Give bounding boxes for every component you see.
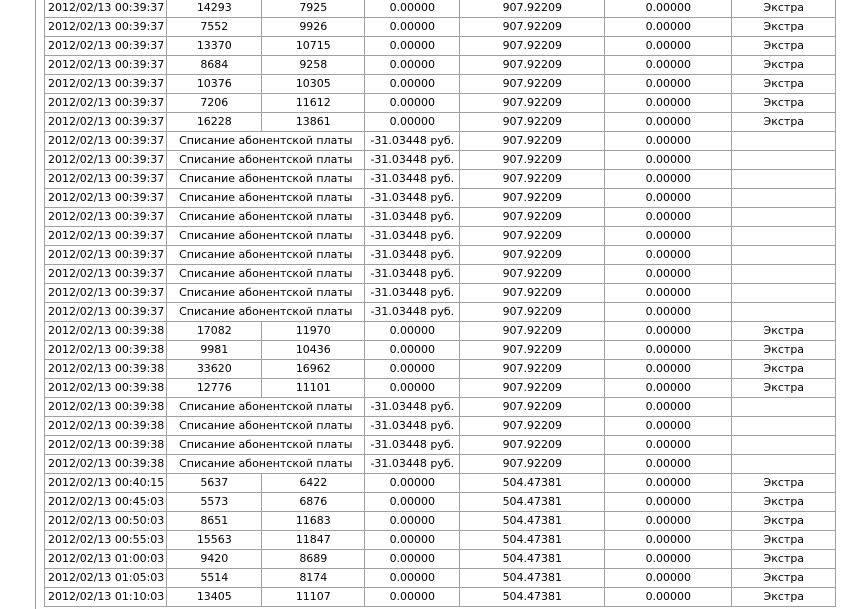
timestamp-cell: 2012/02/13 01:00:03 <box>45 550 167 569</box>
fee-row[interactable] <box>45 303 836 322</box>
call-row[interactable] <box>45 113 836 132</box>
transaction-log-body <box>45 0 836 607</box>
timestamp-cell: 2012/02/13 00:39:38 <box>45 436 167 455</box>
description-cell: Списание абонентской платы <box>167 132 365 151</box>
balance-cell: 907.92209 <box>460 94 605 113</box>
timestamp-cell: 2012/02/13 00:39:38 <box>45 398 167 417</box>
secondary-value-cell: 0.00000 <box>605 379 732 398</box>
tariff-cell: Экстра <box>732 18 836 37</box>
tariff-cell: Экстра <box>732 341 836 360</box>
balance-cell: 907.92209 <box>460 132 605 151</box>
balance-cell: 504.47381 <box>460 569 605 588</box>
tariff-cell: Экстра <box>732 56 836 75</box>
balance-cell: 907.92209 <box>460 151 605 170</box>
amount-cell: 0.00000 <box>365 37 460 56</box>
tariff-cell <box>732 398 836 417</box>
value-a-cell: 5637 <box>167 474 262 493</box>
tariff-cell: Экстра <box>732 512 836 531</box>
fee-row[interactable] <box>45 436 836 455</box>
secondary-value-cell: 0.00000 <box>605 512 732 531</box>
secondary-value-cell: 0.00000 <box>605 170 732 189</box>
value-a-cell: 5514 <box>167 569 262 588</box>
description-cell: Списание абонентской платы <box>167 417 365 436</box>
tariff-cell <box>732 417 836 436</box>
value-b-cell: 8689 <box>262 550 365 569</box>
transaction-log-table <box>44 0 836 607</box>
timestamp-cell: 2012/02/13 00:39:38 <box>45 360 167 379</box>
value-b-cell: 7925 <box>262 0 365 18</box>
amount-cell: 0.00000 <box>365 550 460 569</box>
description-cell: Списание абонентской платы <box>167 398 365 417</box>
page-left-border <box>35 0 36 609</box>
value-b-cell: 6422 <box>262 474 365 493</box>
timestamp-cell: 2012/02/13 00:39:37 <box>45 189 167 208</box>
amount-cell: -31.03448 руб. <box>365 436 460 455</box>
amount-cell: -31.03448 руб. <box>365 455 460 474</box>
balance-cell: 907.92209 <box>460 189 605 208</box>
value-a-cell: 8651 <box>167 512 262 531</box>
value-b-cell: 11107 <box>262 588 365 607</box>
secondary-value-cell: 0.00000 <box>605 360 732 379</box>
balance-cell: 907.92209 <box>460 398 605 417</box>
call-row[interactable] <box>45 569 836 588</box>
timestamp-cell: 2012/02/13 00:39:37 <box>45 94 167 113</box>
amount-cell: -31.03448 руб. <box>365 227 460 246</box>
description-cell: Списание абонентской платы <box>167 455 365 474</box>
call-row[interactable] <box>45 75 836 94</box>
balance-cell: 504.47381 <box>460 588 605 607</box>
tariff-cell <box>732 170 836 189</box>
amount-cell: 0.00000 <box>365 94 460 113</box>
fee-row[interactable] <box>45 227 836 246</box>
description-cell: Списание абонентской платы <box>167 227 365 246</box>
tariff-cell <box>732 436 836 455</box>
timestamp-cell: 2012/02/13 00:39:37 <box>45 303 167 322</box>
secondary-value-cell: 0.00000 <box>605 75 732 94</box>
secondary-value-cell: 0.00000 <box>605 474 732 493</box>
tariff-cell: Экстра <box>732 550 836 569</box>
call-row[interactable] <box>45 94 836 113</box>
tariff-cell <box>732 284 836 303</box>
value-a-cell: 16228 <box>167 113 262 132</box>
secondary-value-cell: 0.00000 <box>605 246 732 265</box>
tariff-cell: Экстра <box>732 493 836 512</box>
value-b-cell: 11970 <box>262 322 365 341</box>
value-b-cell: 16962 <box>262 360 365 379</box>
call-row[interactable] <box>45 0 836 18</box>
tariff-cell: Экстра <box>732 37 836 56</box>
value-b-cell: 11101 <box>262 379 365 398</box>
secondary-value-cell: 0.00000 <box>605 0 732 18</box>
value-a-cell: 7552 <box>167 18 262 37</box>
value-b-cell: 10715 <box>262 37 365 56</box>
fee-row[interactable] <box>45 417 836 436</box>
value-a-cell: 12776 <box>167 379 262 398</box>
amount-cell: 0.00000 <box>365 113 460 132</box>
fee-row[interactable] <box>45 208 836 227</box>
secondary-value-cell: 0.00000 <box>605 550 732 569</box>
value-b-cell: 8174 <box>262 569 365 588</box>
balance-cell: 907.92209 <box>460 37 605 56</box>
secondary-value-cell: 0.00000 <box>605 37 732 56</box>
secondary-value-cell: 0.00000 <box>605 227 732 246</box>
balance-cell: 907.92209 <box>460 417 605 436</box>
amount-cell: -31.03448 руб. <box>365 151 460 170</box>
call-row[interactable] <box>45 56 836 75</box>
tariff-cell: Экстра <box>732 379 836 398</box>
amount-cell: 0.00000 <box>365 531 460 550</box>
amount-cell: -31.03448 руб. <box>365 246 460 265</box>
tariff-cell: Экстра <box>732 113 836 132</box>
amount-cell: 0.00000 <box>365 322 460 341</box>
timestamp-cell: 2012/02/13 00:39:37 <box>45 246 167 265</box>
value-b-cell: 6876 <box>262 493 365 512</box>
balance-cell: 907.92209 <box>460 208 605 227</box>
amount-cell: -31.03448 руб. <box>365 417 460 436</box>
tariff-cell <box>732 455 836 474</box>
balance-cell: 907.92209 <box>460 246 605 265</box>
balance-cell: 907.92209 <box>460 170 605 189</box>
value-b-cell: 11847 <box>262 531 365 550</box>
tariff-cell <box>732 227 836 246</box>
call-row[interactable] <box>45 379 836 398</box>
timestamp-cell: 2012/02/13 00:39:37 <box>45 37 167 56</box>
tariff-cell: Экстра <box>732 75 836 94</box>
call-row[interactable] <box>45 18 836 37</box>
secondary-value-cell: 0.00000 <box>605 303 732 322</box>
secondary-value-cell: 0.00000 <box>605 18 732 37</box>
value-a-cell: 33620 <box>167 360 262 379</box>
amount-cell: 0.00000 <box>365 379 460 398</box>
value-b-cell: 11612 <box>262 94 365 113</box>
secondary-value-cell: 0.00000 <box>605 132 732 151</box>
tariff-cell <box>732 265 836 284</box>
value-b-cell: 9926 <box>262 18 365 37</box>
amount-cell: -31.03448 руб. <box>365 208 460 227</box>
timestamp-cell: 2012/02/13 00:39:37 <box>45 132 167 151</box>
call-row[interactable] <box>45 512 836 531</box>
secondary-value-cell: 0.00000 <box>605 151 732 170</box>
amount-cell: -31.03448 руб. <box>365 265 460 284</box>
secondary-value-cell: 0.00000 <box>605 531 732 550</box>
call-row[interactable] <box>45 341 836 360</box>
timestamp-cell: 2012/02/13 00:39:38 <box>45 455 167 474</box>
tariff-cell: Экстра <box>732 531 836 550</box>
balance-cell: 504.47381 <box>460 531 605 550</box>
balance-cell: 907.92209 <box>460 455 605 474</box>
amount-cell: 0.00000 <box>365 569 460 588</box>
balance-cell: 504.47381 <box>460 493 605 512</box>
amount-cell: 0.00000 <box>365 75 460 94</box>
amount-cell: 0.00000 <box>365 360 460 379</box>
secondary-value-cell: 0.00000 <box>605 341 732 360</box>
value-b-cell: 10436 <box>262 341 365 360</box>
tariff-cell: Экстра <box>732 0 836 18</box>
tariff-cell <box>732 189 836 208</box>
call-row[interactable] <box>45 550 836 569</box>
value-a-cell: 13370 <box>167 37 262 56</box>
timestamp-cell: 2012/02/13 00:39:37 <box>45 265 167 284</box>
value-a-cell: 17082 <box>167 322 262 341</box>
amount-cell: -31.03448 руб. <box>365 303 460 322</box>
fee-row[interactable] <box>45 265 836 284</box>
timestamp-cell: 2012/02/13 01:05:03 <box>45 569 167 588</box>
tariff-cell <box>732 303 836 322</box>
timestamp-cell: 2012/02/13 00:39:37 <box>45 56 167 75</box>
secondary-value-cell: 0.00000 <box>605 588 732 607</box>
timestamp-cell: 2012/02/13 00:39:37 <box>45 208 167 227</box>
description-cell: Списание абонентской платы <box>167 265 365 284</box>
secondary-value-cell: 0.00000 <box>605 113 732 132</box>
value-b-cell: 13861 <box>262 113 365 132</box>
balance-cell: 907.92209 <box>460 227 605 246</box>
balance-cell: 907.92209 <box>460 265 605 284</box>
secondary-value-cell: 0.00000 <box>605 322 732 341</box>
description-cell: Списание абонентской платы <box>167 284 365 303</box>
tariff-cell <box>732 151 836 170</box>
timestamp-cell: 2012/02/13 00:50:03 <box>45 512 167 531</box>
balance-cell: 907.92209 <box>460 113 605 132</box>
balance-cell: 907.92209 <box>460 0 605 18</box>
balance-cell: 907.92209 <box>460 284 605 303</box>
timestamp-cell: 2012/02/13 00:39:37 <box>45 18 167 37</box>
amount-cell: -31.03448 руб. <box>365 284 460 303</box>
secondary-value-cell: 0.00000 <box>605 56 732 75</box>
fee-row[interactable] <box>45 170 836 189</box>
value-a-cell: 9420 <box>167 550 262 569</box>
description-cell: Списание абонентской платы <box>167 246 365 265</box>
fee-row[interactable] <box>45 132 836 151</box>
value-b-cell: 9258 <box>262 56 365 75</box>
tariff-cell: Экстра <box>732 322 836 341</box>
balance-cell: 907.92209 <box>460 56 605 75</box>
secondary-value-cell: 0.00000 <box>605 208 732 227</box>
call-row[interactable] <box>45 322 836 341</box>
description-cell: Списание абонентской платы <box>167 170 365 189</box>
description-cell: Списание абонентской платы <box>167 303 365 322</box>
value-a-cell: 9981 <box>167 341 262 360</box>
balance-cell: 907.92209 <box>460 379 605 398</box>
balance-cell: 504.47381 <box>460 550 605 569</box>
value-b-cell: 11683 <box>262 512 365 531</box>
fee-row[interactable] <box>45 151 836 170</box>
tariff-cell <box>732 208 836 227</box>
amount-cell: 0.00000 <box>365 18 460 37</box>
timestamp-cell: 2012/02/13 00:39:38 <box>45 379 167 398</box>
balance-cell: 907.92209 <box>460 341 605 360</box>
timestamp-cell: 2012/02/13 01:10:03 <box>45 588 167 607</box>
call-row[interactable] <box>45 588 836 607</box>
tariff-cell: Экстра <box>732 588 836 607</box>
timestamp-cell: 2012/02/13 00:40:15 <box>45 474 167 493</box>
tariff-cell: Экстра <box>732 474 836 493</box>
description-cell: Списание абонентской платы <box>167 151 365 170</box>
balance-cell: 907.92209 <box>460 75 605 94</box>
secondary-value-cell: 0.00000 <box>605 189 732 208</box>
balance-cell: 907.92209 <box>460 322 605 341</box>
description-cell: Списание абонентской платы <box>167 436 365 455</box>
balance-cell: 504.47381 <box>460 512 605 531</box>
secondary-value-cell: 0.00000 <box>605 284 732 303</box>
timestamp-cell: 2012/02/13 00:45:03 <box>45 493 167 512</box>
amount-cell: 0.00000 <box>365 588 460 607</box>
amount-cell: 0.00000 <box>365 512 460 531</box>
timestamp-cell: 2012/02/13 00:55:03 <box>45 531 167 550</box>
tariff-cell: Экстра <box>732 94 836 113</box>
value-a-cell: 7206 <box>167 94 262 113</box>
fee-row[interactable] <box>45 246 836 265</box>
secondary-value-cell: 0.00000 <box>605 493 732 512</box>
balance-cell: 907.92209 <box>460 18 605 37</box>
timestamp-cell: 2012/02/13 00:39:37 <box>45 170 167 189</box>
balance-cell: 907.92209 <box>460 303 605 322</box>
value-a-cell: 5573 <box>167 493 262 512</box>
timestamp-cell: 2012/02/13 00:39:37 <box>45 284 167 303</box>
secondary-value-cell: 0.00000 <box>605 265 732 284</box>
secondary-value-cell: 0.00000 <box>605 398 732 417</box>
timestamp-cell: 2012/02/13 00:39:38 <box>45 322 167 341</box>
amount-cell: -31.03448 руб. <box>365 132 460 151</box>
value-a-cell: 14293 <box>167 0 262 18</box>
balance-cell: 907.92209 <box>460 436 605 455</box>
secondary-value-cell: 0.00000 <box>605 94 732 113</box>
balance-cell: 907.92209 <box>460 360 605 379</box>
value-a-cell: 8684 <box>167 56 262 75</box>
call-row[interactable] <box>45 493 836 512</box>
call-row[interactable] <box>45 37 836 56</box>
call-row[interactable] <box>45 474 836 493</box>
amount-cell: 0.00000 <box>365 493 460 512</box>
tariff-cell <box>732 132 836 151</box>
call-row[interactable] <box>45 360 836 379</box>
amount-cell: 0.00000 <box>365 474 460 493</box>
timestamp-cell: 2012/02/13 00:39:37 <box>45 75 167 94</box>
secondary-value-cell: 0.00000 <box>605 417 732 436</box>
tariff-cell: Экстра <box>732 569 836 588</box>
fee-row[interactable] <box>45 455 836 474</box>
amount-cell: 0.00000 <box>365 341 460 360</box>
secondary-value-cell: 0.00000 <box>605 436 732 455</box>
secondary-value-cell: 0.00000 <box>605 455 732 474</box>
timestamp-cell: 2012/02/13 00:39:37 <box>45 113 167 132</box>
timestamp-cell: 2012/02/13 00:39:37 <box>45 0 167 18</box>
amount-cell: -31.03448 руб. <box>365 189 460 208</box>
amount-cell: -31.03448 руб. <box>365 170 460 189</box>
value-a-cell: 15563 <box>167 531 262 550</box>
value-a-cell: 10376 <box>167 75 262 94</box>
value-b-cell: 10305 <box>262 75 365 94</box>
timestamp-cell: 2012/02/13 00:39:37 <box>45 227 167 246</box>
fee-row[interactable] <box>45 284 836 303</box>
amount-cell: 0.00000 <box>365 0 460 18</box>
description-cell: Списание абонентской платы <box>167 189 365 208</box>
value-a-cell: 13405 <box>167 588 262 607</box>
timestamp-cell: 2012/02/13 00:39:38 <box>45 417 167 436</box>
tariff-cell: Экстра <box>732 360 836 379</box>
timestamp-cell: 2012/02/13 00:39:37 <box>45 151 167 170</box>
call-row[interactable] <box>45 531 836 550</box>
fee-row[interactable] <box>45 189 836 208</box>
description-cell: Списание абонентской платы <box>167 208 365 227</box>
secondary-value-cell: 0.00000 <box>605 569 732 588</box>
amount-cell: -31.03448 руб. <box>365 398 460 417</box>
fee-row[interactable] <box>45 398 836 417</box>
amount-cell: 0.00000 <box>365 56 460 75</box>
balance-cell: 504.47381 <box>460 474 605 493</box>
timestamp-cell: 2012/02/13 00:39:38 <box>45 341 167 360</box>
tariff-cell <box>732 246 836 265</box>
